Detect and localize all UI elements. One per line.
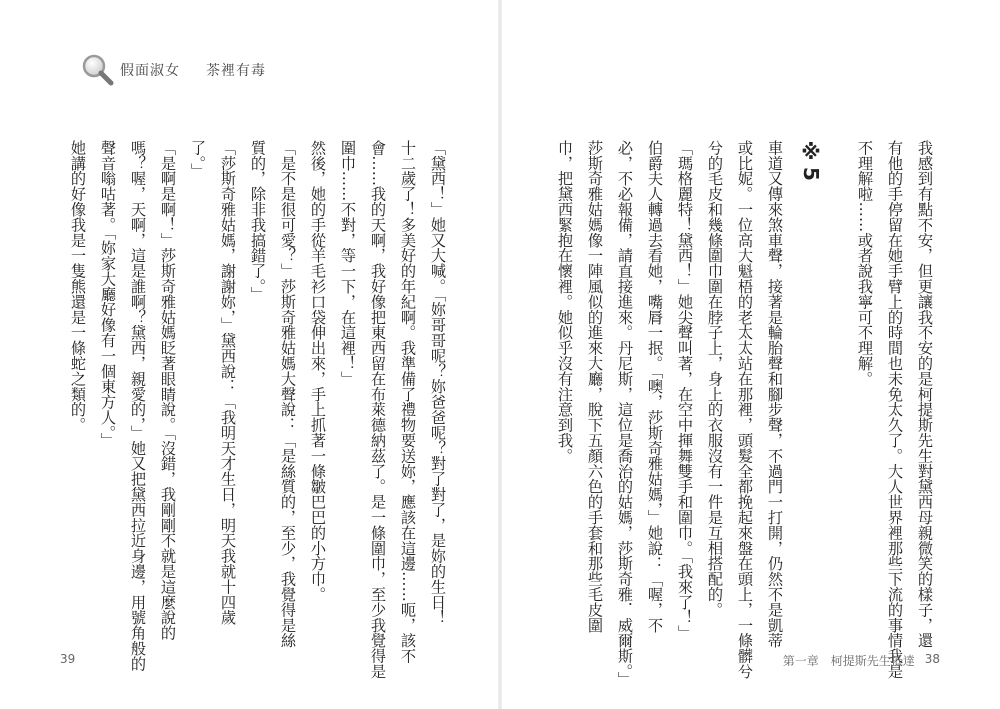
text-column: 莎斯奇雅姑媽像一陣風似的進來大廳，脫下五顏六色的手套和那些毛皮圍 xyxy=(586,140,604,633)
section-heading: ※5 xyxy=(799,140,823,184)
text-column: 會……我的天啊，我好像把東西留在布萊德納茲了。是一條圍巾，至少我覺得是 xyxy=(369,140,387,679)
text-column: 不理解啦……或者說我寧可不理解。 xyxy=(856,140,874,387)
text-column: 嗎？喔，天啊，這是誰啊？黛西，親愛的，」她又把黛西拉近身邊，用號角般的 xyxy=(129,140,147,672)
text-column: 質的，除非我搞錯了。」 xyxy=(249,140,267,302)
text-column: 「是不是很可愛？」莎斯奇雅姑媽大聲說：「是絲質的，至少，我覺得是絲 xyxy=(279,140,297,649)
text-column: 了。」 xyxy=(189,140,207,179)
text-column xyxy=(825,140,845,620)
text-column: 「莎斯奇雅姑媽，謝謝妳，」黛西說：「我明天才生日，明天我就十四歲 xyxy=(219,140,237,626)
text-column: 她講的好像我是一隻熊還是一條蛇之類的。 xyxy=(69,140,87,433)
text-column: 聲音嗡咕著。「妳家大廳好像有一個東方人。」 xyxy=(99,140,117,449)
magnifying-glass-icon xyxy=(80,53,114,87)
text-column: 圍巾……不對，等一下，在這裡！」 xyxy=(339,140,357,387)
left-page-number: 39 xyxy=(60,652,76,666)
text-column: 我感到有點不安，但更讓我不安的是柯提斯先生對黛西母親微笑的樣子，還 xyxy=(916,140,934,649)
text-column: 必，不必報備，請直接進來。丹尼斯，這位是喬治的姑媽，莎斯奇雅．威爾斯。」 xyxy=(616,140,634,687)
text-column: 「黛西！」她又大喊。「妳哥哥呢？妳爸爸呢？對了對了，是妳的生日！ xyxy=(429,140,447,626)
book-title: 茶裡有毒 xyxy=(206,63,266,79)
text-column: 車道又傳來煞車聲，接著是輪胎聲和腳步聲，不過門一打開，仍然不是凱蒂 xyxy=(766,140,784,649)
right-page-number: 38 xyxy=(924,652,940,666)
series-title: 假面淑女 xyxy=(120,63,180,79)
text-column: 十二歲了！多美好的年紀啊。我準備了禮物要送妳，應該在這邊……呃，該不 xyxy=(399,140,417,664)
text-column: 伯爵夫人轉過去看她，嘴脣一抿。「噢，莎斯奇雅姑媽，」她說：「喔，不 xyxy=(646,140,664,633)
text-column: 有他的手停留在她手臂上的時間也未免太久了。大人世界裡那些下流的事情我是 xyxy=(886,140,904,679)
text-column: 或比妮。一位高大魁梧的老太太站在那裡，頭髮全都挽起來盤在頭上，一條髒兮 xyxy=(736,140,754,679)
text-column: 巾，把黛西緊抱在懷裡。她似乎沒有注意到我。 xyxy=(556,140,574,464)
chapter-title: 第一章 柯提斯先生抵達 xyxy=(782,654,915,668)
right-footer xyxy=(783,652,940,669)
text-column: 兮的毛皮和幾條圍巾圍在脖子上，身上的衣服沒有一件是互相搭配的。 xyxy=(706,140,724,618)
page-gutter xyxy=(498,0,502,709)
text-column: 然後，她的手從羊毛衫口袋伸出來，手上抓著一條皺巴巴的小方巾。 xyxy=(309,140,327,602)
text-column: 「是啊是啊！」莎斯奇雅姑媽眨著眼睛說。「沒錯，我剛剛不就是這麼說的 xyxy=(159,140,177,641)
running-header xyxy=(80,52,266,88)
text-column: 「瑪格麗特！黛西！」她尖聲叫著，在空中揮舞雙手和圍巾。「我來了！」 xyxy=(676,140,694,641)
